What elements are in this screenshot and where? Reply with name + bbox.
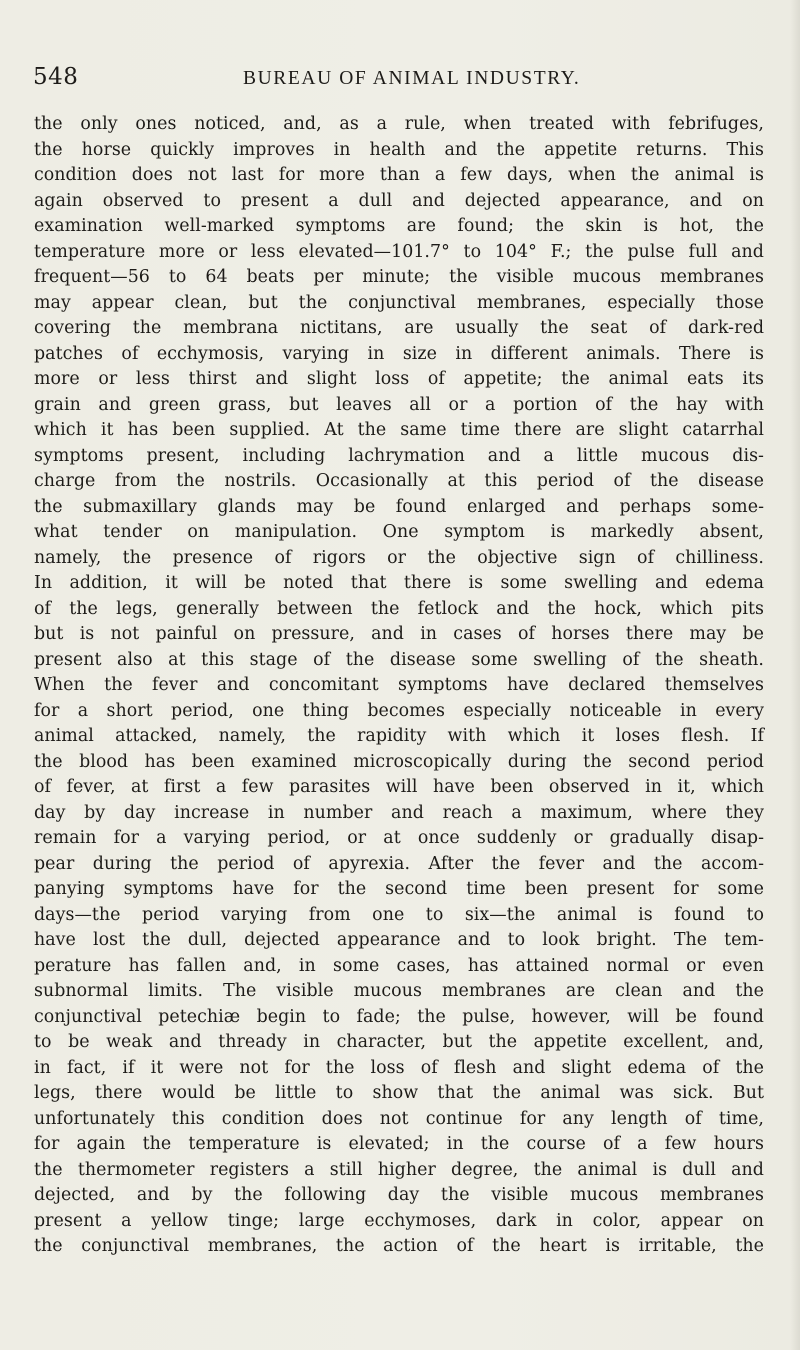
text-line: to be weak and thready in character, but the appetite excellent, and, xyxy=(34,1032,764,1052)
text-line: panying symptoms have for the second time been present for some xyxy=(34,879,764,899)
text-line: conjunctival petechiæ begin to fade; the pulse, however, will be found xyxy=(34,1006,764,1027)
text-line: the conjunctival membranes, the action of the heart is irritable, the xyxy=(34,1236,764,1256)
page-number: 548 xyxy=(33,64,79,90)
text-line: unfortunately this condition does not continue for any length of time, xyxy=(34,1108,764,1129)
text-line: namely, the presence of rigors or the objective sign of chilliness. xyxy=(34,547,764,568)
text-line: days—the period varying from one to six—the animal is found to xyxy=(34,904,764,925)
text-line: the thermometer registers a still higher degree, the animal is dull and xyxy=(34,1159,764,1180)
text-line: symptoms present, including lachrymation and a little mucous dis- xyxy=(34,445,764,466)
text-line: in fact, if it were not for the loss of flesh and slight edema of the xyxy=(34,1057,764,1078)
text-line: for again the temperature is elevated; in the course of a few hours xyxy=(34,1134,764,1154)
text-line: dejected, and by the following day the visible mucous membranes xyxy=(34,1185,764,1205)
text-line: temperature more or less elevated—101.7° to 104° F.; the pulse full and xyxy=(34,241,764,262)
text-line: which it has been supplied. At the same time there are slight catarrhal xyxy=(34,420,764,440)
text-line: the horse quickly improves in health and the appetite returns. This xyxy=(34,139,764,160)
text-line: animal attacked, namely, the rapidity with which it loses flesh. If xyxy=(34,726,764,746)
page-header xyxy=(33,64,763,96)
text-line: patches of ecchymosis, varying in size in different animals. There is xyxy=(34,343,764,364)
body-text xyxy=(34,112,764,1260)
text-line: what tender on manipulation. One symptom is markedly absent, xyxy=(34,522,764,542)
text-line: present also at this stage of the disease some swelling of the sheath. xyxy=(34,649,764,670)
text-line: have lost the dull, dejected appearance and to look bright. The tem- xyxy=(34,930,764,950)
text-line: may appear clean, but the conjunctival membranes, especially those xyxy=(34,292,764,313)
text-line: pear during the period of apyrexia. After the fever and the accom- xyxy=(34,853,764,874)
text-line: the blood has been examined microscopically during the second period xyxy=(34,751,764,772)
text-line: In addition, it will be noted that there is some swelling and edema xyxy=(34,573,764,593)
text-line: legs, there would be little to show that the animal was sick. But xyxy=(34,1083,764,1103)
text-line: the only ones noticed, and, as a rule, when treated with febrifuges, xyxy=(34,114,764,134)
text-line: subnormal limits. The visible mucous membranes are clean and the xyxy=(34,981,764,1001)
text-line: present a yellow tinge; large ecchymoses, dark in color, appear on xyxy=(34,1210,764,1231)
page-edge-shadow xyxy=(790,0,800,1350)
text-line: more or less thirst and slight loss of appetite; the animal eats its xyxy=(34,369,764,389)
text-line: of the legs, generally between the fetlock and the hock, which pits xyxy=(34,598,764,619)
text-line: of fever, at first a few parasites will have been observed in it, which xyxy=(34,777,764,797)
text-line: When the fever and concomitant symptoms have declared themselves xyxy=(34,675,764,695)
text-line: again observed to present a dull and dejected appearance, and on xyxy=(34,190,764,211)
text-line: day by day increase in number and reach a maximum, where they xyxy=(34,802,764,823)
text-line: frequent—56 to 64 beats per minute; the visible mucous membranes xyxy=(34,267,764,287)
text-line: covering the membrana nictitans, are usually the seat of dark-red xyxy=(34,318,764,338)
text-line: remain for a varying period, or at once suddenly or gradually disap- xyxy=(34,828,764,848)
running-head: BUREAU OF ANIMAL INDUSTRY. xyxy=(243,68,581,89)
text-line: condition does not last for more than a few days, when the animal is xyxy=(34,165,764,185)
text-line: for a short period, one thing becomes especially noticeable in every xyxy=(34,700,764,721)
text-line: perature has fallen and, in some cases, has attained normal or even xyxy=(34,955,764,976)
text-line: grain and green grass, but leaves all or a portion of the hay with xyxy=(34,394,764,415)
text-line: charge from the nostrils. Occasionally at this period of the disease xyxy=(34,471,764,491)
text-line: examination well-marked symptoms are found; the skin is hot, the xyxy=(34,216,764,236)
text-line: but is not painful on pressure, and in cases of horses there may be xyxy=(34,624,764,644)
text-line: the submaxillary glands may be found enlarged and perhaps some- xyxy=(34,496,764,517)
